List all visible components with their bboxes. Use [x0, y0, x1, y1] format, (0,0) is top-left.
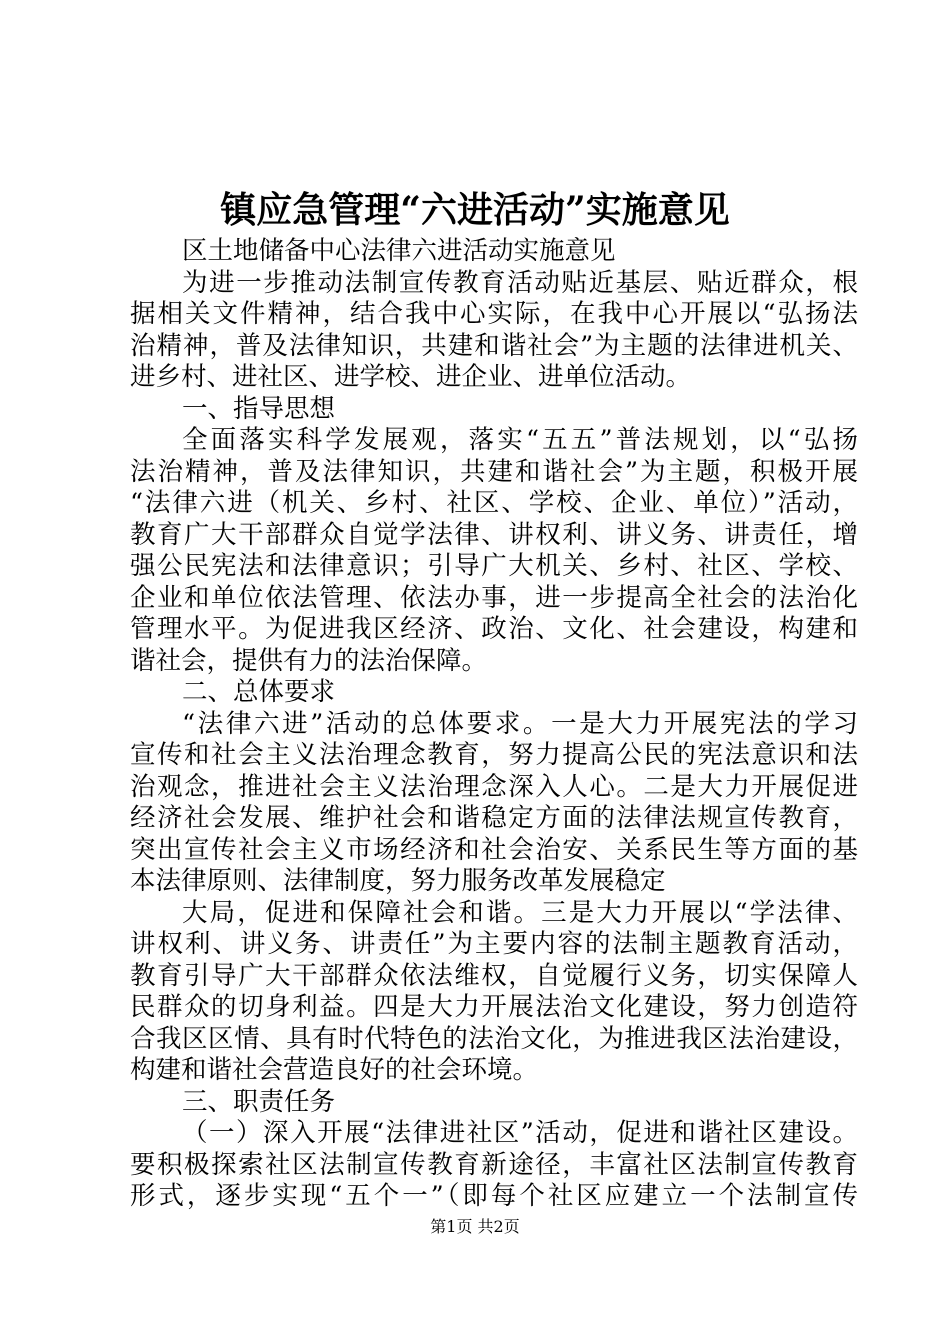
section-heading: 二、总体要求	[182, 677, 336, 707]
body-line: “法律六进”活动的总体要求。一是大力开展宪法的学习	[182, 708, 858, 739]
body-line: 讲权利、讲义务、讲责任”为主要内容的法制主题教育活动，	[130, 929, 858, 959]
body-line: 企业和单位依法管理、依法办事，进一步提高全社会的法治化	[130, 582, 858, 613]
body-line: （一）深入开展“法律进社区”活动，促进和谐社区建设。	[182, 1118, 858, 1148]
document-title: 镇应急管理“六进活动”实施意见	[220, 189, 730, 231]
body-line: 合我区区情、具有时代特色的法治文化，为推进我区法治建设，	[130, 1023, 858, 1054]
page-footer: 第1页 共2页	[430, 1217, 520, 1236]
body-line: 治观念，推进社会主义法治理念深入人心。二是大力开展促进	[130, 771, 858, 802]
body-line: 突出宣传社会主义市场经济和社会治安、关系民生等方面的基	[130, 834, 858, 865]
body-line: 大局，促进和保障社会和谐。三是大力开展以“学法律、	[182, 897, 858, 928]
body-line: 谐社会，提供有力的法治保障。	[130, 645, 488, 676]
body-line: 管理水平。为促进我区经济、政治、文化、社会建设，构建和	[130, 614, 858, 644]
body-line: 进乡村、进社区、进学校、进企业、进单位活动。	[130, 362, 692, 392]
body-line: 据相关文件精神，结合我中心实际，在我中心开展以“弘扬法	[130, 299, 858, 329]
document-body	[130, 236, 858, 1213]
body-line: 构建和谐社会营造良好的社会环境。	[130, 1055, 539, 1085]
body-line: 区土地储备中心法律六进活动实施意见	[182, 236, 616, 266]
body-line: 强公民宪法和法律意识；引导广大机关、乡村、社区、学校、	[130, 551, 858, 581]
body-line: 全面落实科学发展观，落实“五五”普法规划，以“弘扬	[182, 425, 858, 455]
body-line: 为进一步推动法制宣传教育活动贴近基层、贴近群众，根	[182, 267, 858, 298]
body-line: “法律六进（机关、乡村、社区、学校、企业、单位）”活动，	[130, 488, 858, 518]
body-line: 经济社会发展、维护社会和谐稳定方面的法律法规宣传教育，	[130, 803, 858, 833]
section-heading: 一、指导思想	[182, 393, 336, 424]
section-heading: 三、职责任务	[182, 1086, 336, 1117]
body-line: 形式，逐步实现“五个一”（即每个社区应建立一个法制宣传	[130, 1181, 858, 1211]
body-line: 治精神，普及法律知识，共建和谐社会”为主题的法律进机关、	[130, 330, 858, 361]
body-line: 要积极探索社区法制宣传教育新途径，丰富社区法制宣传教育	[130, 1149, 858, 1180]
body-line: 教育广大干部群众自觉学法律、讲权利、讲义务、讲责任，增	[130, 519, 858, 550]
body-line: 教育引导广大干部群众依法维权，自觉履行义务，切实保障人	[130, 960, 858, 991]
body-line: 本法律原则、法律制度，努力服务改革发展稳定	[130, 866, 666, 896]
body-line: 民群众的切身利益。四是大力开展法治文化建设，努力创造符	[130, 992, 858, 1022]
body-line: 宣传和社会主义法治理念教育，努力提高公民的宪法意识和法	[130, 740, 858, 770]
body-line: 法治精神，普及法律知识，共建和谐社会”为主题，积极开展	[130, 456, 858, 487]
